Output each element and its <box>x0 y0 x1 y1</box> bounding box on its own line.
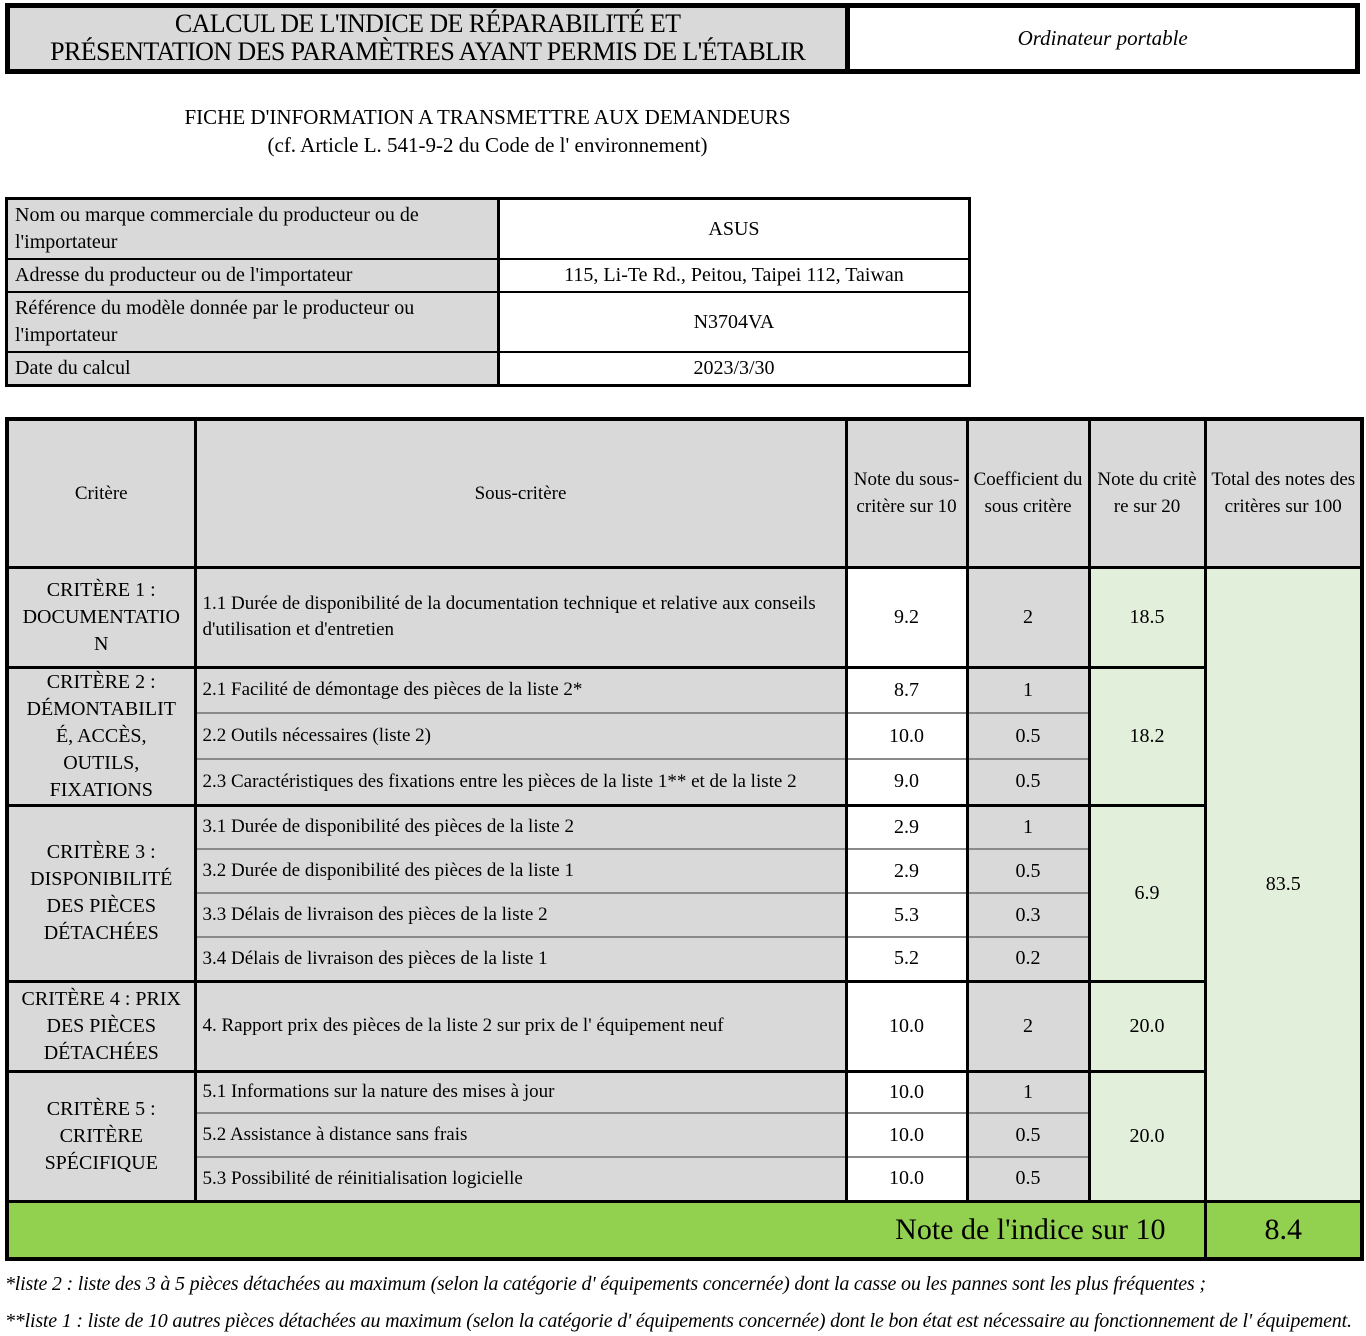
score-table <box>5 417 1364 1261</box>
criterion-1-name: CRITÈRE 1 : DOCUMENTATION <box>7 567 195 667</box>
producer-name-value: ASUS <box>499 199 970 260</box>
criterion-4-name: CRITÈRE 4 : PRIX DES PIÈCES DÉTACHÉES <box>7 981 195 1071</box>
sub-note-4: 10.0 <box>846 981 967 1071</box>
coefficient-4: 2 <box>967 981 1089 1071</box>
sub-criterion-2-2: 2.2 Outils nécessaires (liste 2) <box>195 713 846 759</box>
criterion-4-score: 20.0 <box>1089 981 1205 1071</box>
sub-note-2-1: 8.7 <box>846 667 967 713</box>
coefficient-3-2: 0.5 <box>967 849 1089 893</box>
product-type-box <box>845 3 1360 74</box>
final-index-label: Note de l'indice sur 10 <box>7 1201 1205 1259</box>
info-row-model-reference <box>7 292 970 352</box>
sub-note-3-1: 2.9 <box>846 805 967 849</box>
criterion-1-score: 18.5 <box>1089 567 1205 667</box>
sub-note-1-1: 9.2 <box>846 567 967 667</box>
header-criterion-note: Note du critère sur 20 <box>1089 419 1205 567</box>
coefficient-3-4: 0.2 <box>967 937 1089 981</box>
sub-criterion-5-2: 5.2 Assistance à distance sans frais <box>195 1113 846 1157</box>
sub-note-3-3: 5.3 <box>846 893 967 937</box>
sub-criterion-5-1: 5.1 Informations sur la nature des mises à jour <box>195 1071 846 1113</box>
footnote-list2: *liste 2 : liste des 3 à 5 pièces détachées au maximum (selon la catégorie d' équipements concernée) dont la casse ou les pannes sont les plus fréquentes ; <box>5 1273 1206 1295</box>
coefficient-2-2: 0.5 <box>967 713 1089 759</box>
table-row <box>7 981 1362 1071</box>
document-header <box>5 3 1360 74</box>
info-row-producer-name <box>7 199 970 260</box>
coefficient-1-1: 2 <box>967 567 1089 667</box>
table-row <box>7 667 1362 713</box>
coefficient-2-1: 1 <box>967 667 1089 713</box>
footnotes <box>5 1269 1361 1336</box>
table-row <box>7 805 1362 849</box>
sub-note-3-2: 2.9 <box>846 849 967 893</box>
info-row-calculation-date <box>7 352 970 386</box>
model-reference-label: Référence du modèle donnée par le producteur ou l'importateur <box>7 292 499 352</box>
sub-note-5-1: 10.0 <box>846 1071 967 1113</box>
criterion-5-score: 20.0 <box>1089 1071 1205 1201</box>
sub-note-5-2: 10.0 <box>846 1113 967 1157</box>
document-title-line1: CALCUL DE L'INDICE DE RÉPARABILITÉ ET <box>174 9 681 38</box>
sub-criterion-5-3: 5.3 Possibilité de réinitialisation logicielle <box>195 1157 846 1201</box>
coefficient-2-3: 0.5 <box>967 759 1089 805</box>
criterion-3-name: CRITÈRE 3 : DISPONIBILITÉ DES PIÈCES DÉTACHÉES <box>7 805 195 981</box>
producer-address-label: Adresse du producteur ou de l'importateur <box>7 259 499 292</box>
sub-criterion-3-3: 3.3 Délais de livraison des pièces de la liste 2 <box>195 893 846 937</box>
subtitle-line1: FICHE D'INFORMATION A TRANSMETTRE AUX DEMANDEURS <box>184 105 791 129</box>
criterion-5-name: CRITÈRE 5 : CRITÈRE SPÉCIFIQUE <box>7 1071 195 1201</box>
header-criterion: Critère <box>7 419 195 567</box>
sub-criterion-2-1: 2.1 Facilité de démontage des pièces de la liste 2* <box>195 667 846 713</box>
coefficient-5-2: 0.5 <box>967 1113 1089 1157</box>
sub-criterion-3-2: 3.2 Durée de disponibilité des pièces de la liste 1 <box>195 849 846 893</box>
sub-criterion-2-3: 2.3 Caractéristiques des fixations entre les pièces de la liste 1** et de la liste 2 <box>195 759 846 805</box>
criterion-3-score: 6.9 <box>1089 805 1205 981</box>
sub-note-2-3: 9.0 <box>846 759 967 805</box>
producer-info-table <box>5 197 971 387</box>
criterion-2-score: 18.2 <box>1089 667 1205 805</box>
table-row <box>7 567 1362 667</box>
coefficient-5-3: 0.5 <box>967 1157 1089 1201</box>
sub-criterion-3-1: 3.1 Durée de disponibilité des pièces de la liste 2 <box>195 805 846 849</box>
producer-address-value: 115, Li-Te Rd., Peitou, Taipei 112, Taiwan <box>499 259 970 292</box>
header-sub-criterion: Sous-critère <box>195 419 846 567</box>
sub-note-2-2: 10.0 <box>846 713 967 759</box>
sub-note-3-4: 5.2 <box>846 937 967 981</box>
total-score-100: 83.5 <box>1205 567 1362 1201</box>
header-coefficient: Coefficient du sous critère <box>967 419 1089 567</box>
document-title-line2: PRÉSENTATION DES PARAMÈTRES AYANT PERMIS DE L'ÉTABLIR <box>50 37 806 66</box>
calculation-date-label: Date du calcul <box>7 352 499 386</box>
subtitle-line2: (cf. Article L. 541-9-2 du Code de l' environnement) <box>267 133 708 157</box>
sub-criterion-4: 4. Rapport prix des pièces de la liste 2 sur prix de l' équipement neuf <box>195 981 846 1071</box>
document-title-box <box>5 3 850 74</box>
sub-criterion-1-1: 1.1 Durée de disponibilité de la documentation technique et relative aux conseils d'utilisation et d'entretien <box>195 567 846 667</box>
document-subtitle <box>5 104 970 160</box>
info-row-producer-address <box>7 259 970 292</box>
score-table-header-row <box>7 419 1362 567</box>
header-total: Total des notes des critères sur 100 <box>1205 419 1362 567</box>
footnote-list1: **liste 1 : liste de 10 autres pièces détachées au maximum (selon la catégorie d' équipements concernée) dont le bon état est nécessaire au fonctionnement de l' équipement. <box>5 1310 1352 1332</box>
header-sub-note: Note du sous-critère sur 10 <box>846 419 967 567</box>
producer-name-label: Nom ou marque commerciale du producteur ou de l'importateur <box>7 199 499 260</box>
coefficient-3-1: 1 <box>967 805 1089 849</box>
sub-note-5-3: 10.0 <box>846 1157 967 1201</box>
table-row <box>7 1071 1362 1113</box>
model-reference-value: N3704VA <box>499 292 970 352</box>
final-index-row <box>7 1201 1362 1259</box>
sub-criterion-3-4: 3.4 Délais de livraison des pièces de la liste 1 <box>195 937 846 981</box>
coefficient-3-3: 0.3 <box>967 893 1089 937</box>
criterion-2-name: CRITÈRE 2 : DÉMONTABILITÉ, ACCÈS, OUTILS, FIXATIONS <box>7 667 195 805</box>
calculation-date-value: 2023/3/30 <box>499 352 970 386</box>
product-type-label: Ordinateur portable <box>1017 26 1188 50</box>
final-index-score: 8.4 <box>1205 1201 1362 1259</box>
coefficient-5-1: 1 <box>967 1071 1089 1113</box>
